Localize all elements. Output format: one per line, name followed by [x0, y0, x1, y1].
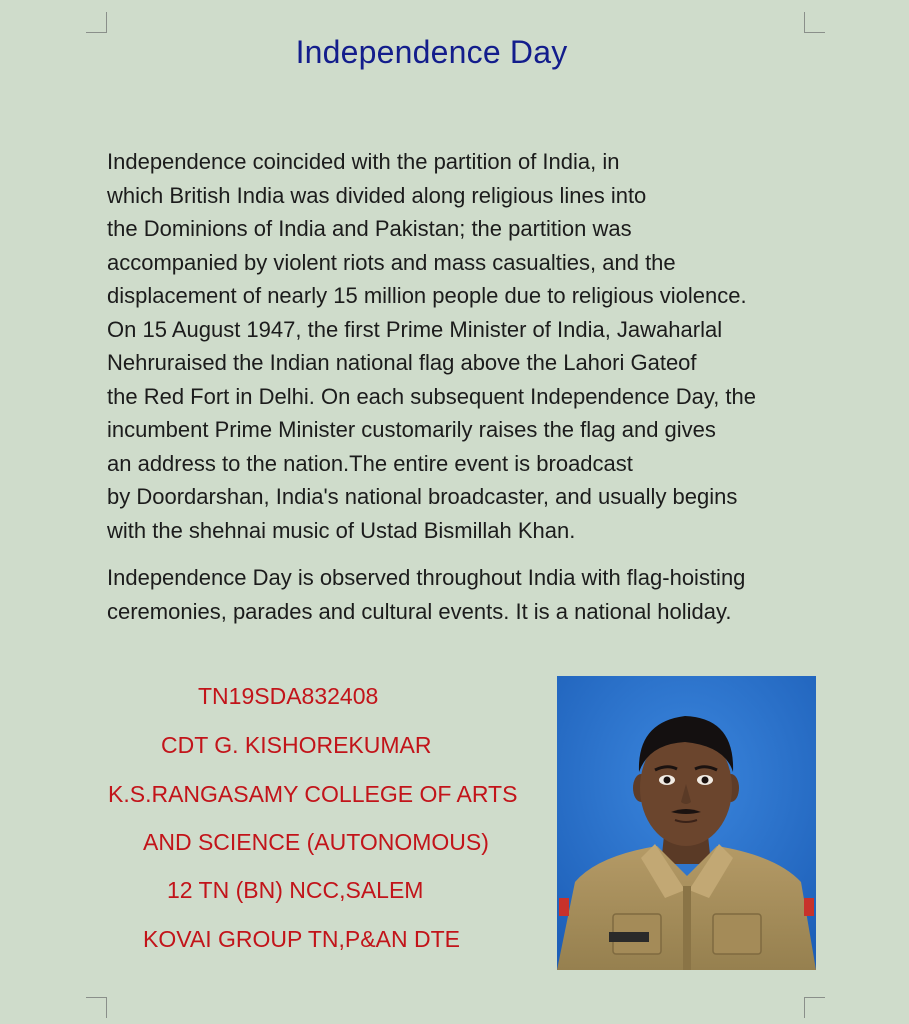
paragraph-line: incumbent Prime Minister customarily raises the flag and gives: [107, 417, 716, 442]
corner-mark-bottom-left: [86, 997, 107, 1018]
corner-mark-top-right: [804, 12, 825, 33]
paragraph-line: with the shehnai music of Ustad Bismillah Khan.: [107, 517, 576, 543]
paragraph-line: Independence coincided with the partition of India, in: [107, 149, 620, 174]
corner-mark-top-left: [86, 12, 107, 33]
document-title: Independence Day: [295, 34, 568, 70]
paragraph-line: the Dominions of India and Pakistan; the partition was: [107, 216, 632, 241]
paragraph-line: which British India was divided along religious lines into: [107, 182, 647, 208]
ncc-unit: 12 TN (BN) NCC,SALEM: [167, 877, 424, 903]
cadet-name: CDT G. KISHOREKUMAR: [161, 732, 432, 758]
paragraph-line: ceremonies, parades and cultural events. It is a national holiday.: [107, 598, 732, 624]
paragraph-line: On 15 August 1947, the first Prime Minister of India, Jawaharlal: [107, 316, 723, 342]
paragraph-history: [107, 145, 827, 547]
ncc-group: KOVAI GROUP TN,P&AN DTE: [143, 926, 460, 952]
cadet-photo: [557, 676, 816, 970]
paragraph-line: an address to the nation.The entire event is broadcast: [107, 450, 633, 476]
paragraph-line: Nehruraised the Indian national flag above the Lahori Gateof: [107, 350, 697, 375]
cadet-id: TN19SDA832408: [198, 683, 379, 709]
paragraph-line: the Red Fort in Delhi. On each subsequent Independence Day, the: [107, 383, 757, 409]
paragraph-line: accompanied by violent riots and mass casualties, and the: [107, 249, 676, 275]
paragraph-line: displacement of nearly 15 million people due to religious violence.: [107, 283, 747, 308]
paragraph-line: Independence Day is observed throughout India with flag-hoisting: [107, 565, 746, 590]
college-name-line2: AND SCIENCE (AUTONOMOUS): [143, 829, 489, 855]
paragraph-line: by Doordarshan, India's national broadcaster, and usually begins: [107, 484, 738, 509]
corner-mark-bottom-right: [804, 997, 825, 1018]
paragraph-observance: [107, 561, 827, 628]
college-name-line1: K.S.RANGASAMY COLLEGE OF ARTS: [108, 781, 518, 807]
